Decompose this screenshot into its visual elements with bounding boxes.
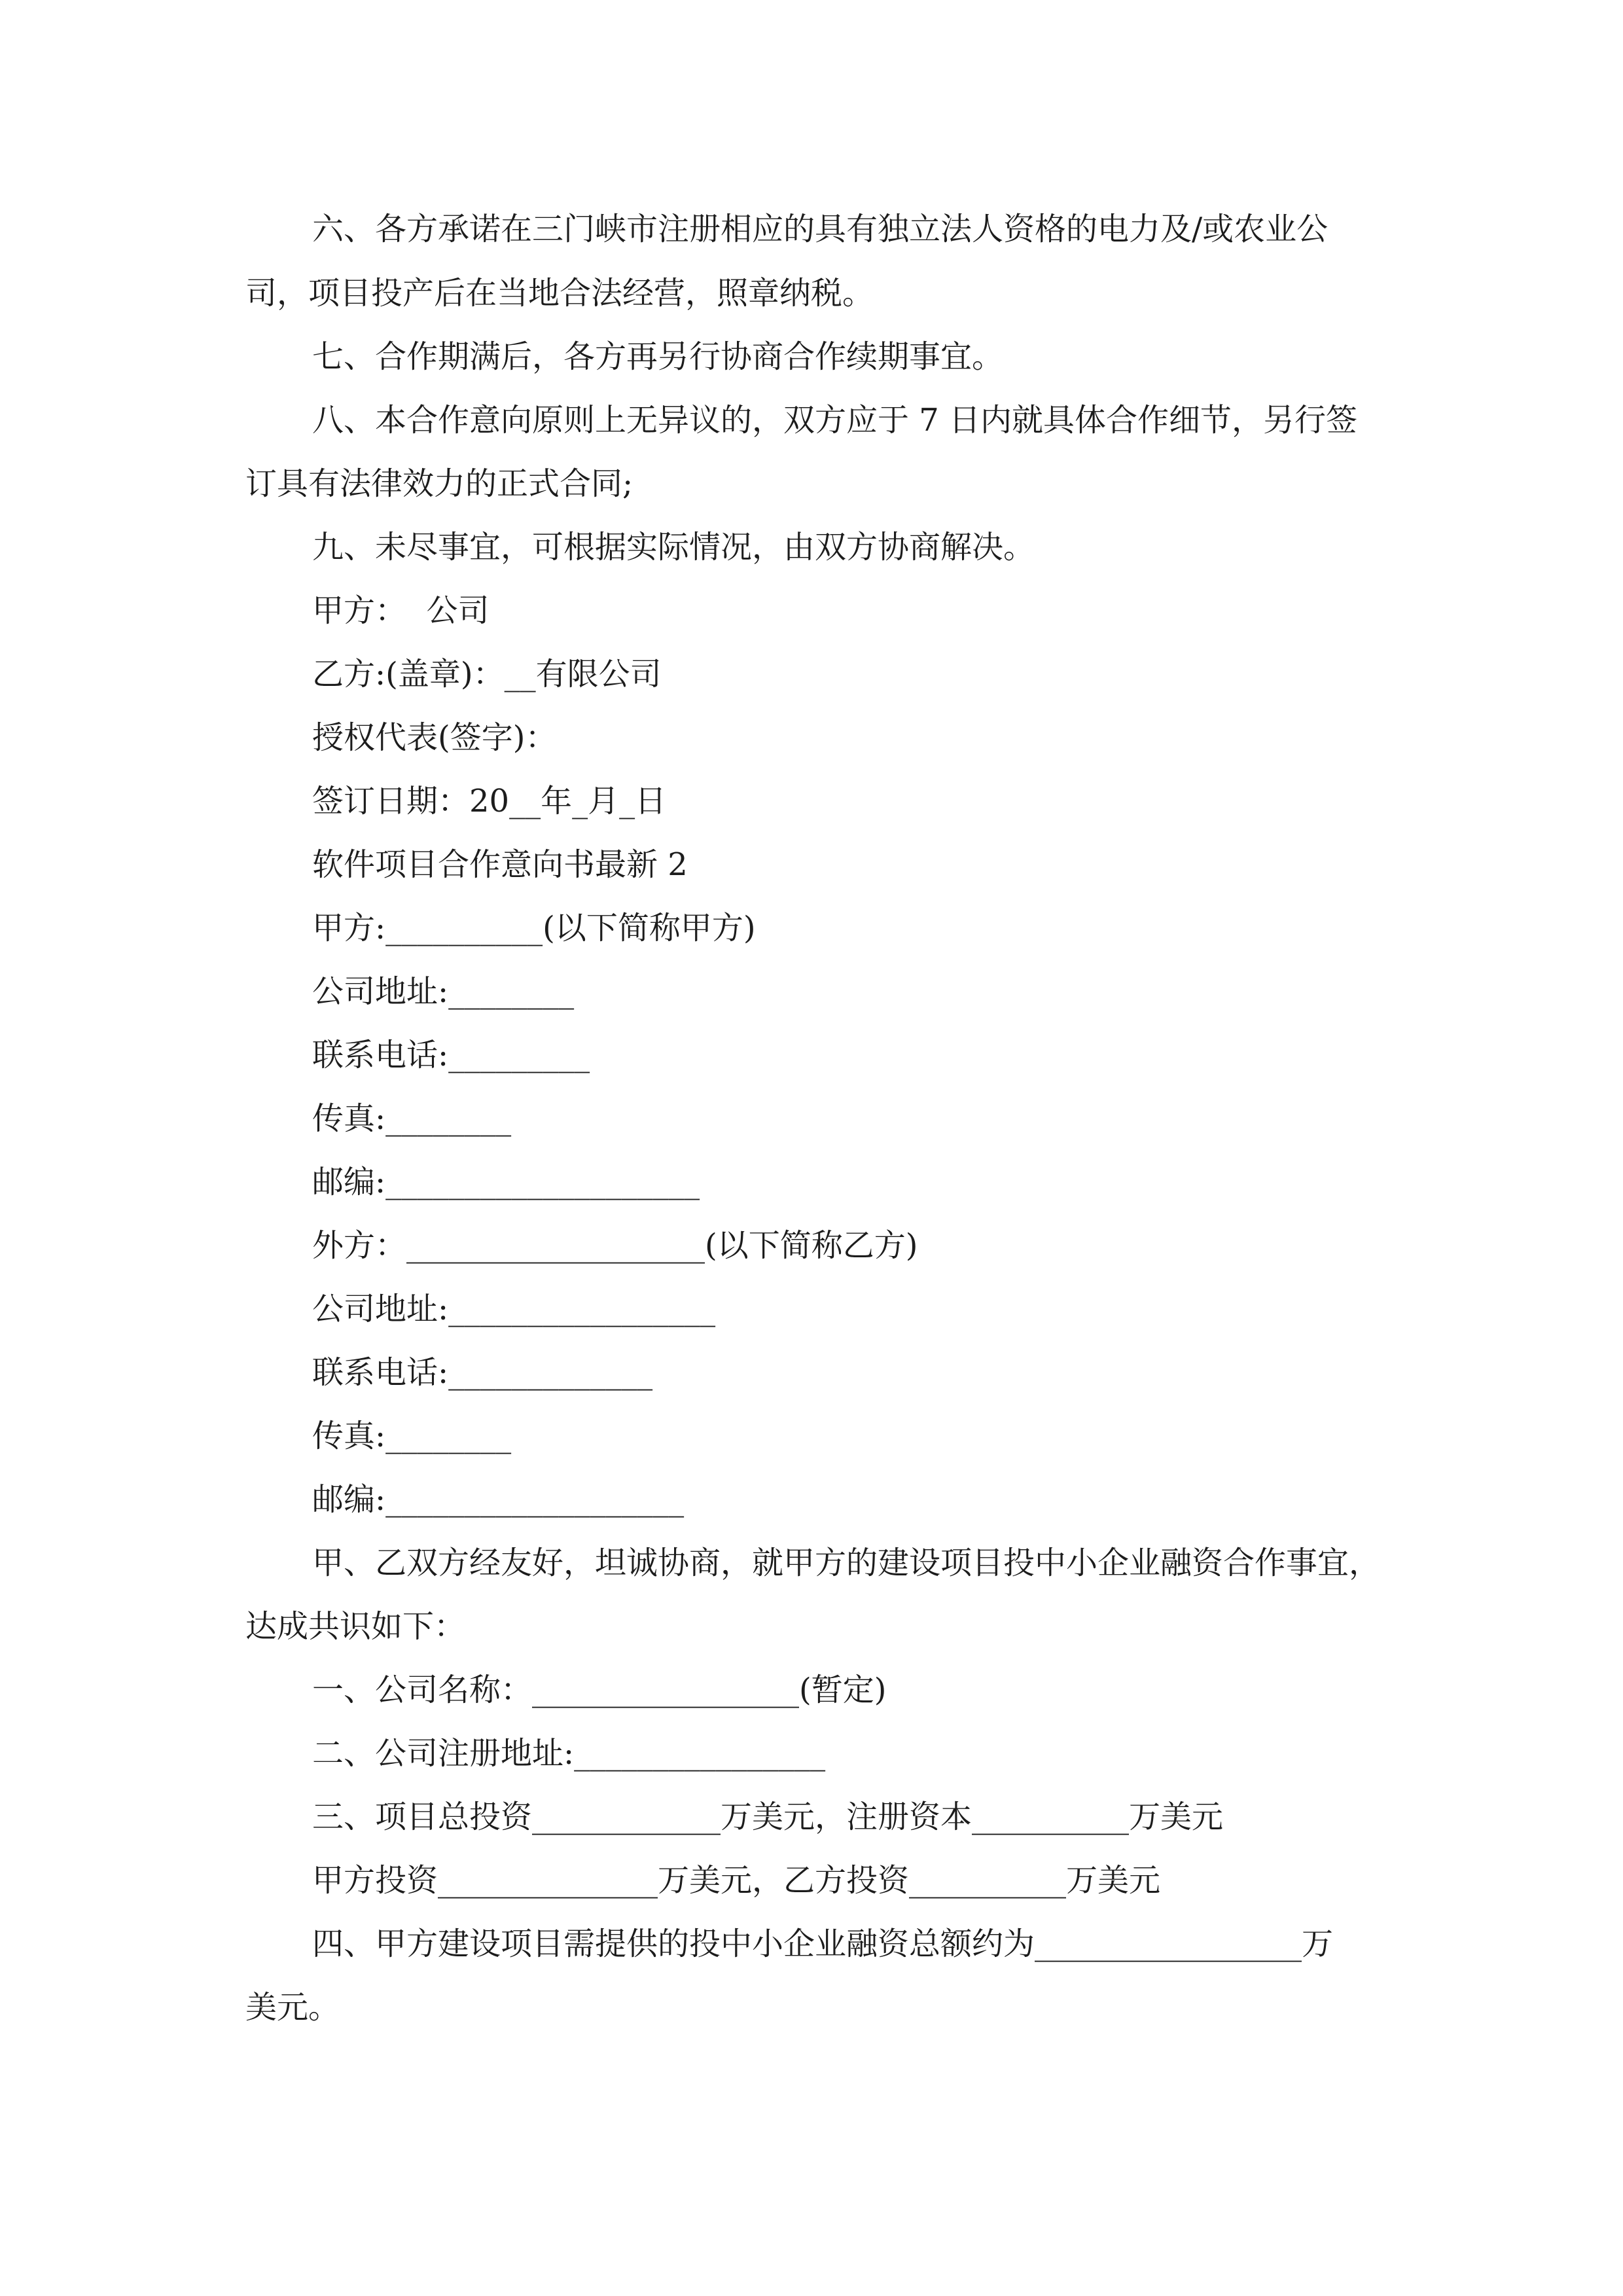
party-a-postcode: 邮编:____________________ (312, 1164, 700, 1200)
item-3-total-investment: 三、项目总投资____________万美元，注册资本__________万美元 (312, 1799, 1224, 1835)
clause-6-line-1: 六、各方承诺在三门峡市注册相应的具有独立法人资格的电力及/或农业公 (312, 211, 1329, 247)
clause-8-line-1: 八、本合作意向原则上无异议的，双方应于 7 日内就具体合作细节，另行签 (312, 402, 1358, 439)
signing-date: 签订日期：20__年_月_日 (312, 783, 667, 819)
party-b-fax: 传真:________ (312, 1418, 512, 1454)
party-b-seal: 乙方:(盖章)：__有限公司 (312, 656, 662, 692)
authorized-representative: 授权代表(签字)： (312, 719, 557, 756)
preamble-line-1: 甲、乙双方经友好，坦诚协商，就甲方的建设项目投中小企业融资合作事宜， (312, 1545, 1381, 1581)
party-a-address: 公司地址:________ (312, 973, 575, 1010)
party-a-fax: 传真:________ (312, 1100, 512, 1137)
item-1-company-name: 一、公司名称：_________________(暂定) (312, 1672, 887, 1708)
investment-split: 甲方投资______________万美元，乙方投资__________万美元 (312, 1862, 1161, 1899)
party-a-field: 甲方:__________(以下简称甲方) (312, 910, 756, 946)
party-b-phone: 联系电话:_____________ (312, 1354, 653, 1391)
item-4-financing-line-2: 美元。 (245, 1989, 340, 2026)
clause-6-line-2: 司，项目投产后在当地合法经营，照章纳税。 (245, 275, 874, 312)
item-4-financing-line-1: 四、甲方建设项目需提供的投中小企业融资总额约为_________________万 (312, 1926, 1334, 1962)
clause-9: 九、未尽事宜，可根据实际情况，由双方协商解决。 (312, 529, 1035, 565)
party-a-phone: 联系电话:_________ (312, 1037, 590, 1073)
clause-8-line-2: 订具有法律效力的正式合同; (245, 465, 633, 502)
party-a-signature: 甲方： 公司 (312, 592, 490, 629)
clause-7: 七、合作期满后，各方再另行协商合作续期事宜。 (312, 338, 1004, 375)
section-title: 软件项目合作意向书最新 2 (312, 846, 688, 883)
party-b-postcode: 邮编:___________________ (312, 1481, 685, 1518)
party-b-field: 外方：___________________(以下简称乙方) (312, 1227, 918, 1264)
party-b-address: 公司地址:_________________ (312, 1291, 716, 1327)
preamble-line-2: 达成共识如下： (245, 1608, 466, 1645)
item-2-registered-address: 二、公司注册地址:________________ (312, 1735, 826, 1772)
